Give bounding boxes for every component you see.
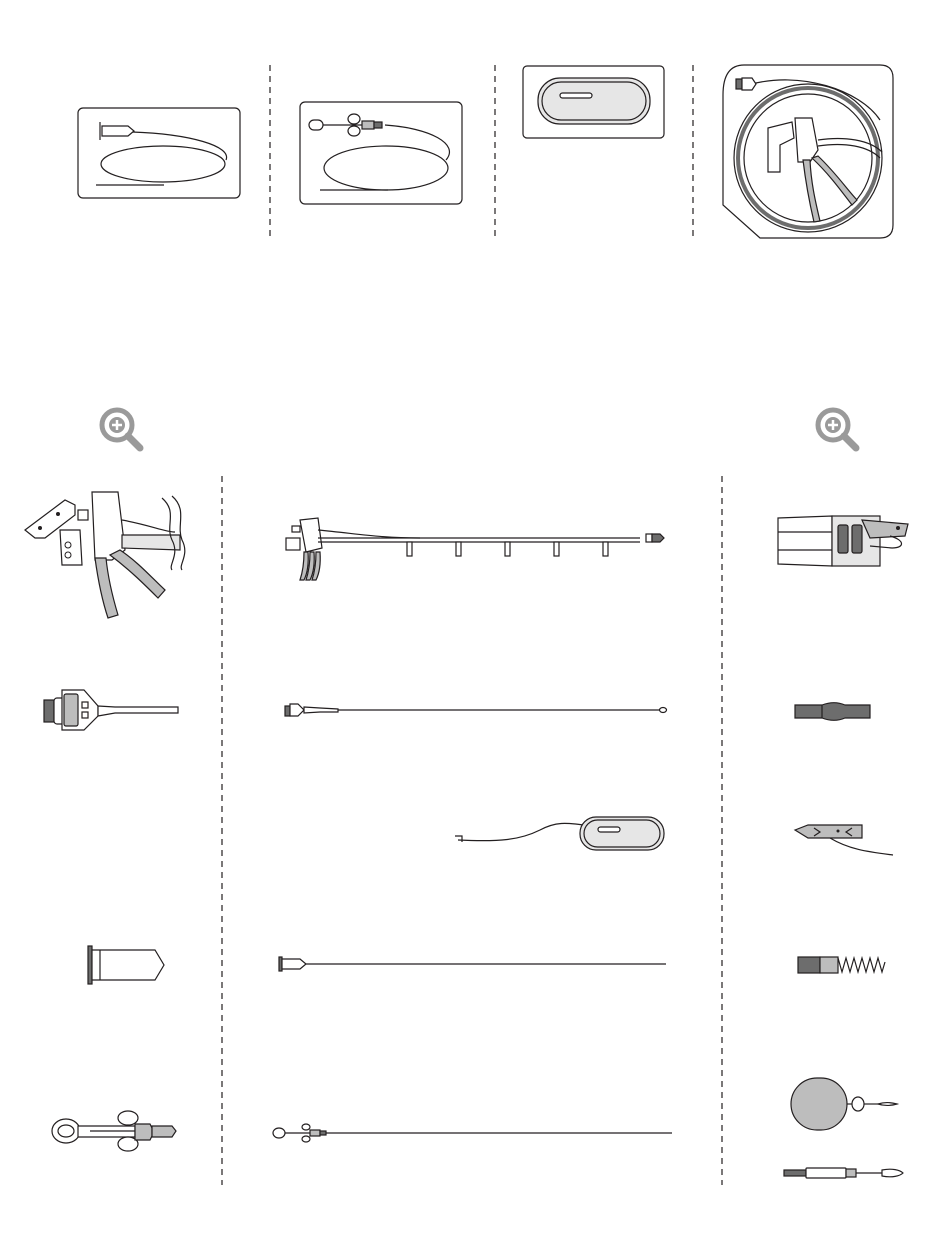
dilator-long-icon (279, 957, 666, 971)
coiled-snare-tray-icon (300, 102, 462, 204)
snare-long-icon (273, 1124, 672, 1142)
balloon-pump-icon (791, 1078, 897, 1130)
guidewire-long-icon (285, 704, 667, 716)
zoom-in-icon (102, 410, 140, 448)
grip-sleeve-icon (795, 703, 870, 721)
adhesive-pad-package-icon (523, 66, 664, 138)
catheter-hub-detail-icon (25, 492, 185, 618)
stylet-icon (784, 1168, 903, 1178)
zoom-in-left-button[interactable] (102, 410, 140, 448)
dilator-detail-icon (88, 946, 164, 984)
zoom-in-right-button[interactable] (818, 410, 856, 448)
needle-hub-detail-icon (44, 690, 178, 730)
catheter-with-clamps-icon (286, 518, 664, 580)
adhesive-pad-with-lead-icon (455, 817, 664, 850)
anchor-tip-icon (795, 825, 893, 855)
coiled-catheter-hoop-icon (723, 65, 893, 238)
snare-handle-detail-icon (52, 1111, 176, 1151)
coiled-dilator-tray-icon (78, 108, 240, 198)
connector-cap-detail-icon (778, 516, 908, 566)
spring-coil-icon (798, 957, 885, 973)
zoom-in-icon (818, 410, 856, 448)
